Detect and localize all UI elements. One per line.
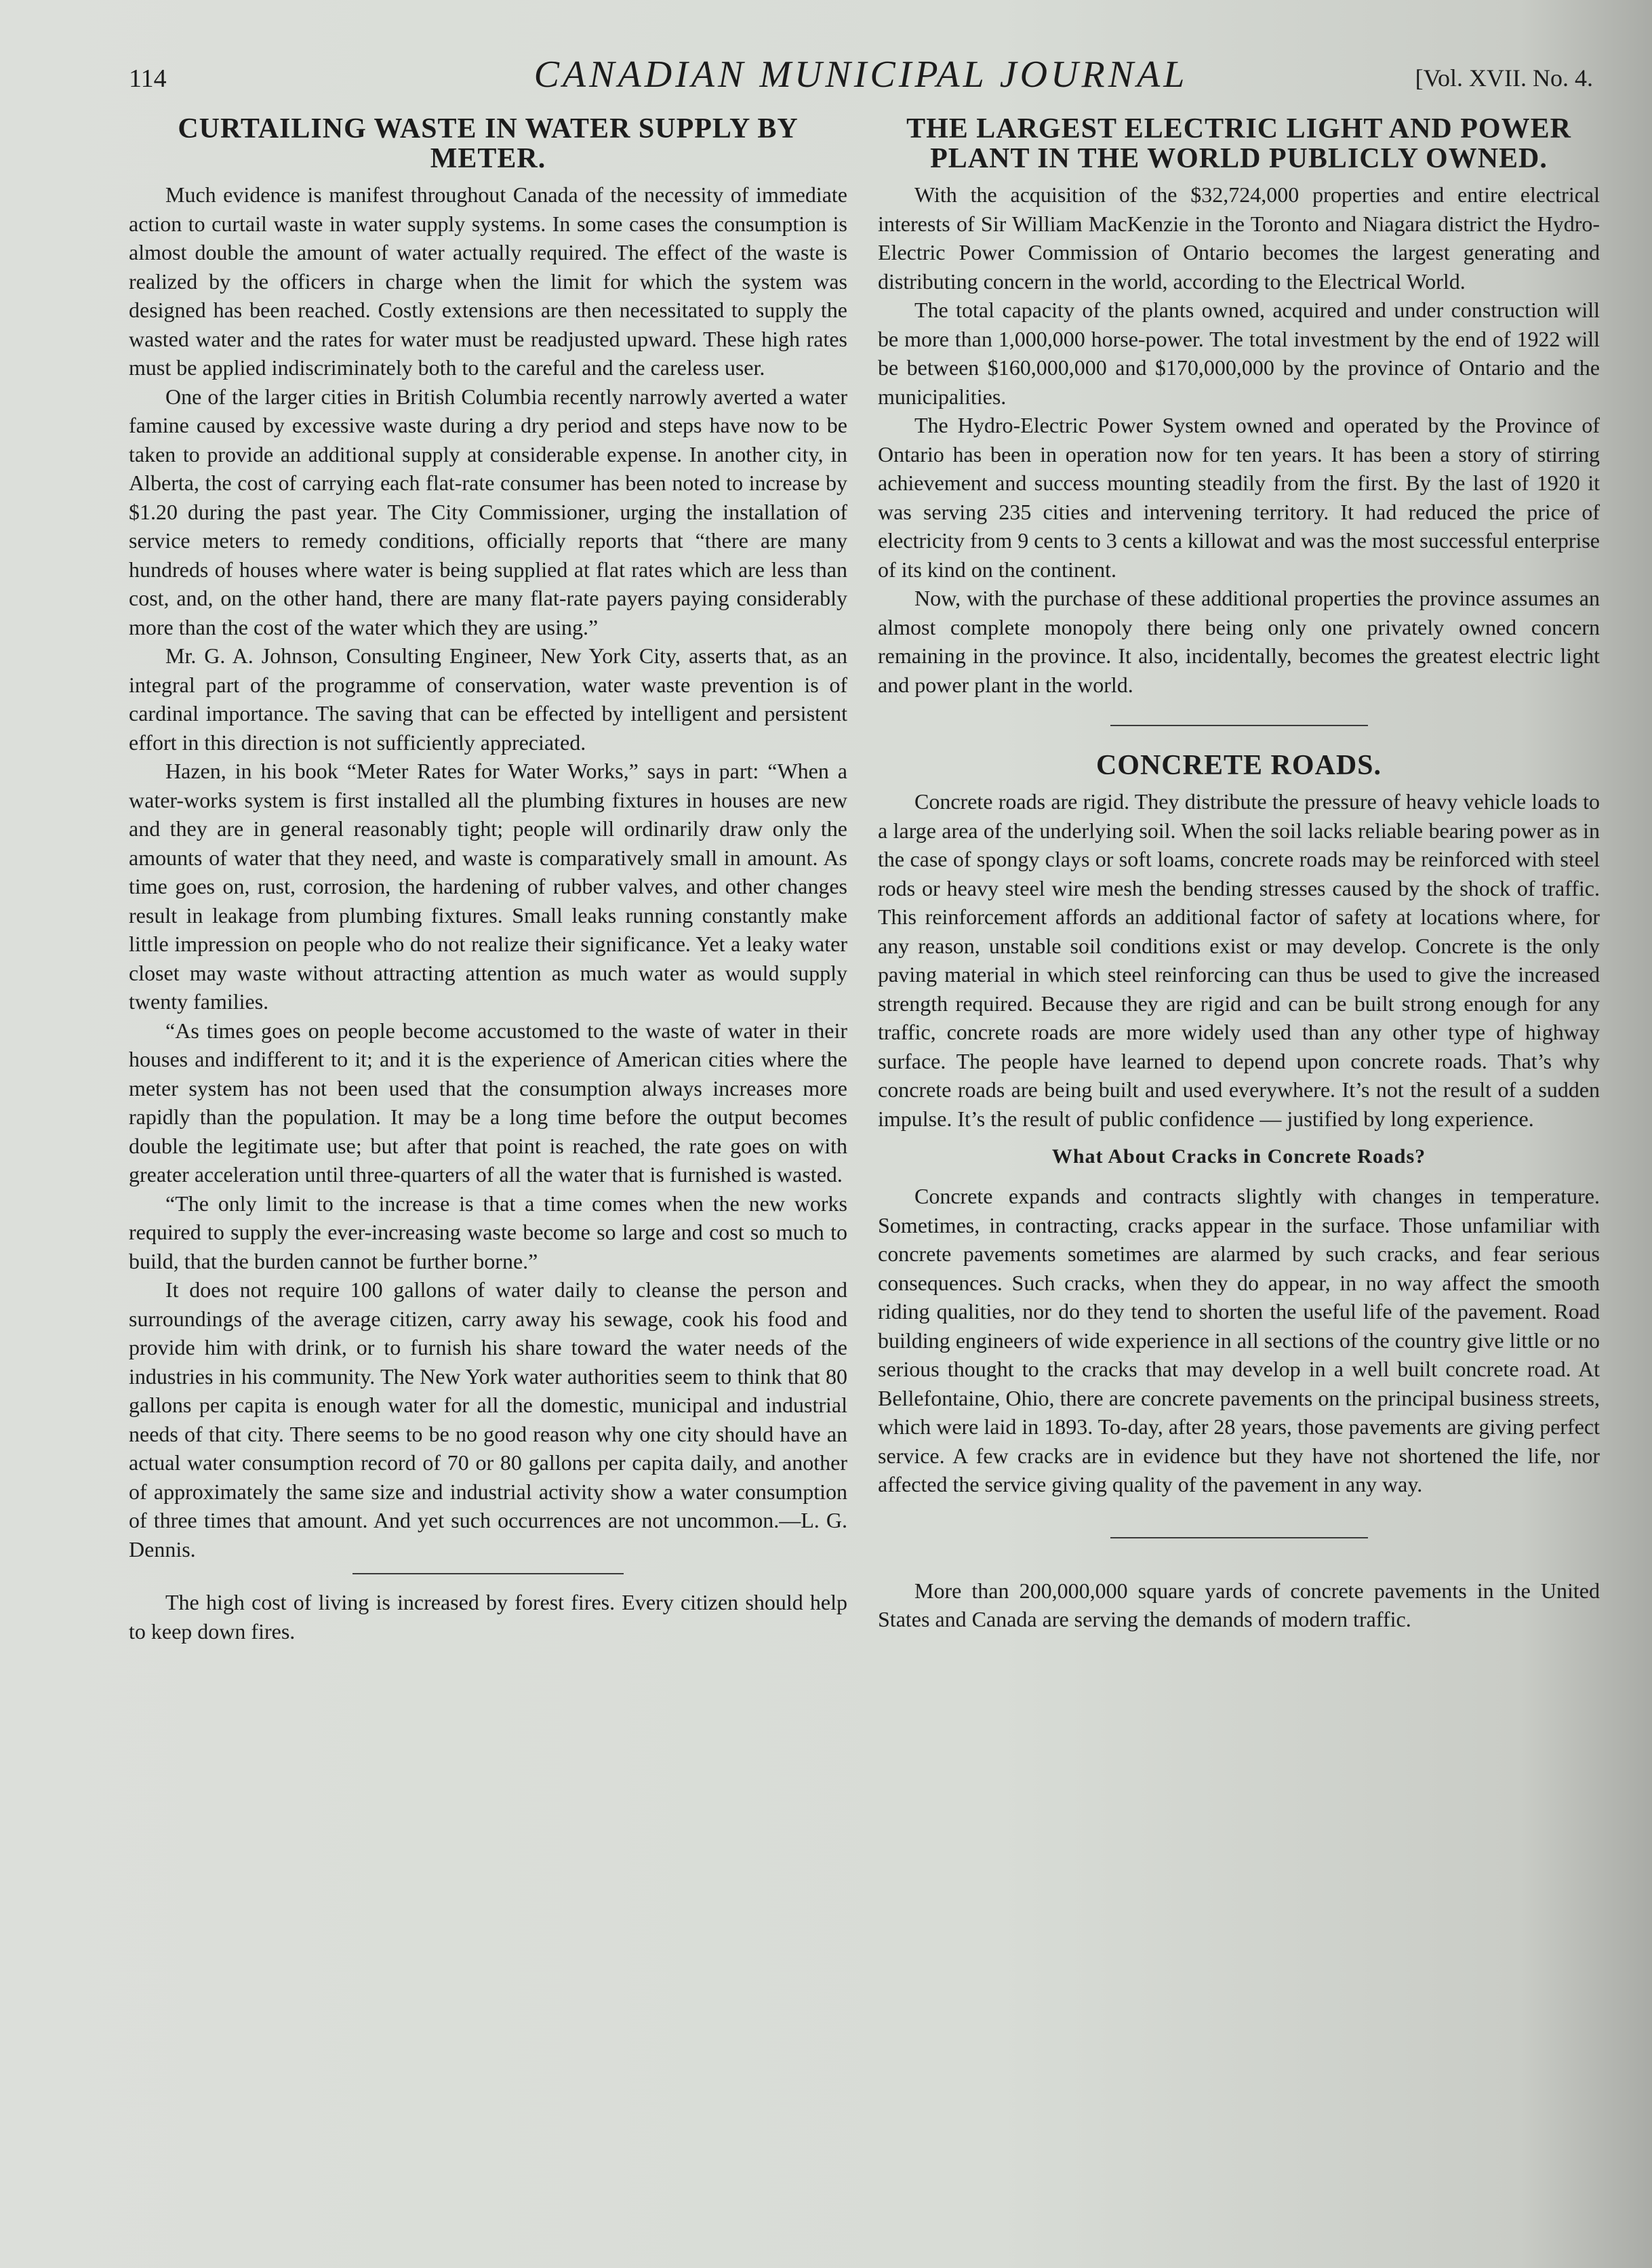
paragraph: With the acquisition of the $32,724,000 properties and entire electrical interests of Sir William MacKenzie in the Toronto and Niagara district the Hydro-Electric Power Commission of Ontario becomes the largest generating and distributing concern in the world, according to the Electrical World. [878, 182, 1600, 294]
paragraph: The total capacity of the plants owned, acquired and under construction will be more than 1,000,000 horse-power. The total investment by the end of 1922 will be between $160,000,000 and $170,000,000 by the province of Ontario and the municipalities. [878, 298, 1600, 409]
divider [352, 1573, 624, 1574]
paragraph: “As times goes on people become accustomed to the waste of water in their houses and indifferent to it; and it is the experience of American cities where the meter system has not been used that the consumption always increases more rapidly than the population. It may be a long time before the output becomes double the legitimate use; but after that point is reached, the rate goes on with greater acceleration until three-quarters of all the water that is furnished is wasted. [129, 1018, 847, 1187]
paragraph: The Hydro-Electric Power System owned and operated by the Province of Ontario has been in operation now for ten years. It has been a story of stirring achievement and success mounting steadily from the first. By the last of 1920 it was serving 235 cities and intervening territory. It had reduced the price of electricity from 9 cents to 3 cents a killowat and was the most successful enterprise of its kind on the continent. [878, 413, 1600, 582]
article-headline-concrete: CONCRETE ROADS. [1095, 750, 1382, 781]
paragraph: Concrete expands and contracts slightly with changes in temperature. Sometimes, in contracting, cracks appear in the surface. Those unfamiliar with concrete pavements sometimes are alarmed by such cracks, and fear serious consequences. Such cracks, when they do appear, in no way affect the smooth riding qualities, nor do they tend to shorten the useful life of the pavement. Road building engineers of wide experience in all sections of the country give little or no serious thought to the cracks that may develop in a well built concrete road. At Bellefontaine, Ohio, there are concrete pavements on the principal business streets, which were laid in 1893. To-day, after 28 years, those pavements are giving perfect service. A few cracks are in evidence but they have not shortened the life, nor affected the service giving quality of the pavement in any way. [878, 1184, 1600, 1496]
divider [1110, 725, 1368, 726]
paragraph: Much evidence is manifest throughout Canada of the necessity of immediate action to curtail waste in water supply systems. In some cases the consumption is almost double the amount of water actually required. The effect of the waste is realized by the officers in charge when the limit for which the system was designed has been reached. Costly extensions are then necessitated to supply the wasted water and the rates for water must be readjusted upward. These high rates must be applied indiscriminately both to the careful and the careless user. [129, 182, 847, 380]
right-column [878, 114, 1600, 1634]
divider [1110, 1537, 1368, 1538]
paragraph: One of the larger cities in British Columbia recently narrowly averted a water famine caused by excessive waste during a dry period and steps have now to be taken to provide an additional supply at considerable expense. In another city, in Alberta, the cost of carrying each flat-rate consumer has been noted to increase by $1.20 during the past year. The City Commissioner, urging the installation of service meters to remedy conditions, officially reports that “there are many hundreds of houses where water is being supplied at flat rates which are less than cost, and, on the other hand, there are many flat-rate payers paying considerably more than the cost of the water which they are using.” [129, 384, 847, 639]
article-headline-water: CURTAILING WASTE IN WATER SUPPLY BY METER. [178, 113, 799, 174]
issue-label: [Vol. XVII. No. 4. [1415, 64, 1593, 92]
left-column [129, 114, 847, 1646]
page-header [129, 53, 1593, 100]
journal-title: CANADIAN MUNICIPAL JOURNAL [533, 54, 1188, 96]
paragraph: Concrete roads are rigid. They distribute the pressure of heavy vehicle loads to a large area of the underlying soil. When the soil lacks reliable bearing power as in the case of spongy clays or soft loams, concrete roads may be reinforced with steel rods or heavy steel wire mesh the bending stresses caused by the shock of traffic. This reinforcement affords an additional factor of safety at locations where, for any reason, unstable soil conditions exist or may develop. Concrete is the only paving material in which steel reinforcing can thus be used to give the increased strength required. Because they are rigid and can be built strong enough for any traffic, concrete roads are more widely used than any other type of highway surface. The people have learned to depend upon concrete roads. That’s why concrete roads are being built and used everywhere. It’s not the result of a sudden impulse. It’s the result of public confidence — justified by long experience. [878, 789, 1600, 1131]
article-headline-electric: THE LARGEST ELECTRIC LIGHT AND POWER PLANT IN THE WORLD PUBLICLY OWNED. [906, 113, 1571, 174]
paragraph: “The only limit to the increase is that a time comes when the new works required to supply the ever-increasing waste become so large and cost so much to build, that the burden cannot be further borne.” [129, 1191, 847, 1273]
page-number: 114 [129, 64, 167, 93]
paragraph: Now, with the purchase of these additional properties the province assumes an almost complete monopoly there being only one privately owned concern remaining in the province. It also, incidentally, becomes the greatest electric light and power plant in the world. [878, 586, 1600, 697]
paragraph: Mr. G. A. Johnson, Consulting Engineer, New York City, asserts that, as an integral part of the programme of conservation, water waste prevention is of cardinal importance. The saving that can be effected by intelligent and persistent effort in this direction is not sufficiently appreciated. [129, 643, 847, 755]
paragraph: It does not require 100 gallons of water daily to cleanse the person and surroundings of the average citizen, carry away his sewage, cook his food and provide him with drink, or to furnish his share toward the water needs of the industries in his community. The New York water authorities seem to think that 80 gallons per capita is enough water for all the domestic, municipal and industrial needs of that city. There seems to be no good reason why one city should have an actual water consumption record of 70 or 80 gallons per capita daily, and another of approximately the same size and industrial activity show a water consumption of three times that amount. And yet such occurrences are not uncommon.—L. G. Dennis. [129, 1277, 847, 1561]
closing-paragraph: More than 200,000,000 square yards of concrete pavements in the United States and Canada are serving the demands of modern traffic. [878, 1578, 1600, 1631]
paragraph: Hazen, in his book “Meter Rates for Water Works,” says in part: “When a water-works system is first installed all the plumbing fixtures in houses are new and they are in general reasonably tight; people will ordinarily draw only the amounts of water that they need, and waste is comparatively small in amount. As time goes on, rust, corrosion, the hardening of rubber valves, and other changes result in leakage from plumbing fixtures. Small leaks running constantly make little impression on people who do not realize their significance. Yet a leaky water closet may waste without attracting attention as much water as would supply twenty families. [129, 759, 847, 1014]
subheading: What About Cracks in Concrete Roads? [1051, 1145, 1426, 1168]
footnote: The high cost of living is increased by forest fires. Every citizen should help to keep down fires. [129, 1590, 847, 1644]
